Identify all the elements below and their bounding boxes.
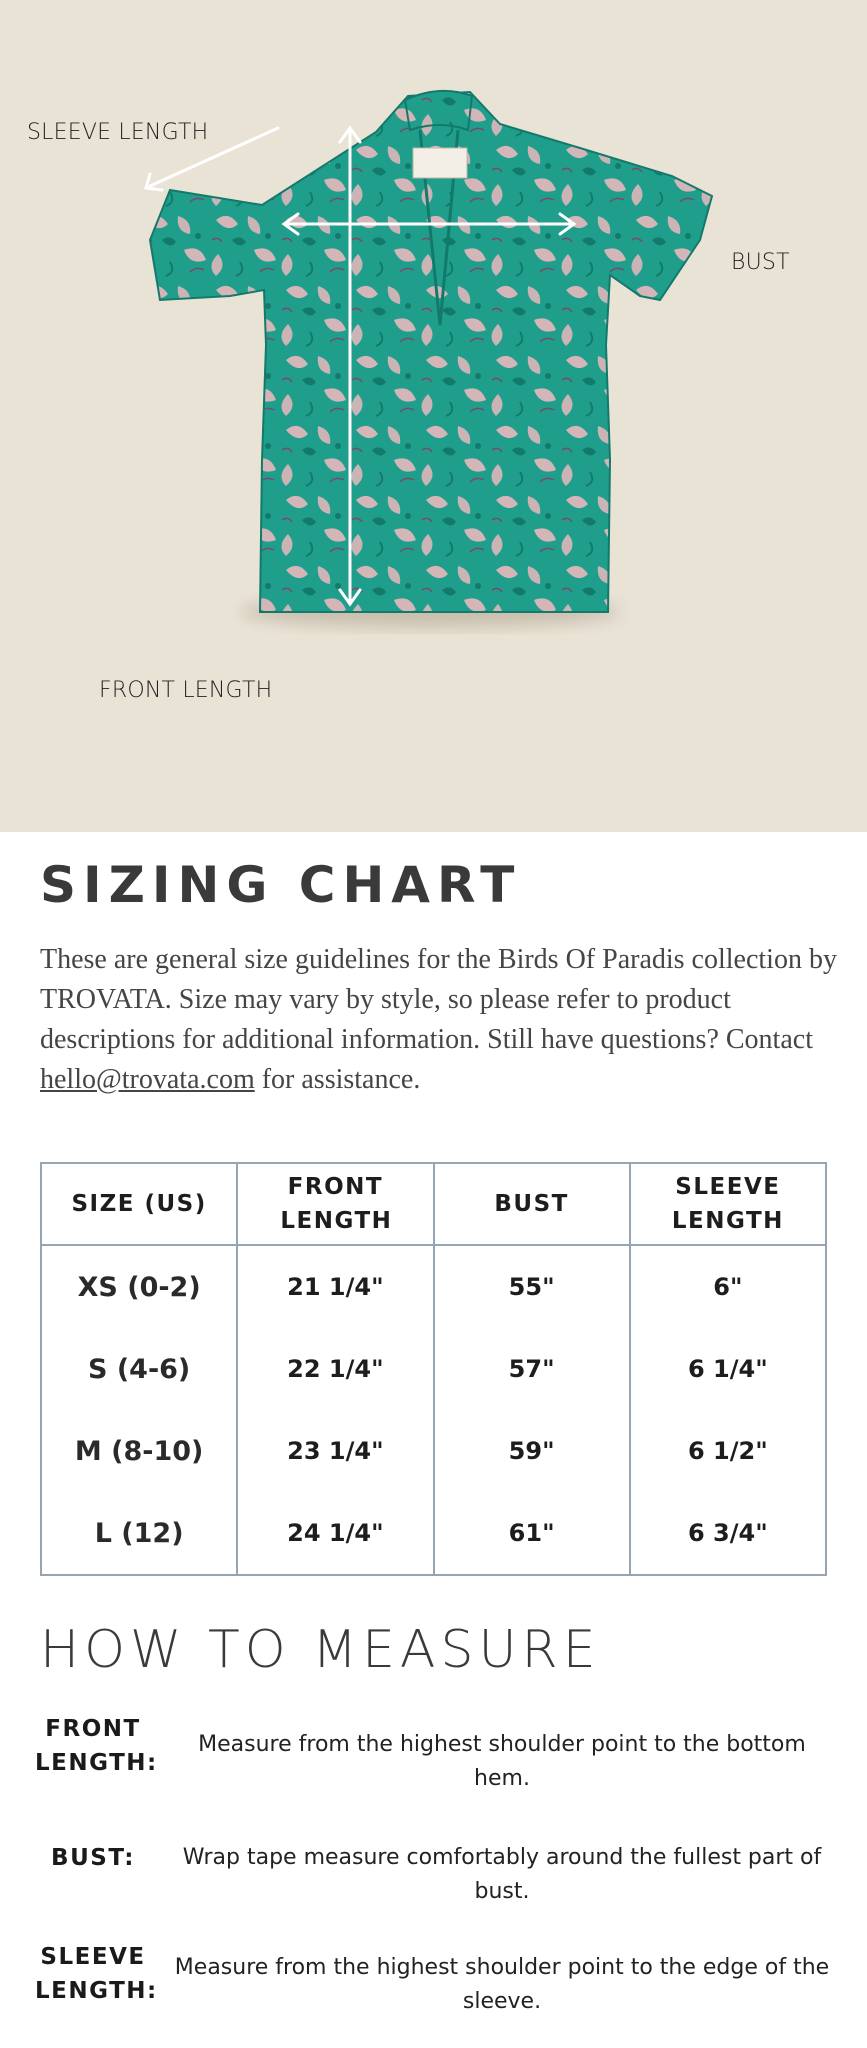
measure-desc-front-length: Measure from the highest shoulder point to the bottom hem.: [198, 1732, 806, 1791]
size-cell: M (8-10): [41, 1410, 237, 1492]
size-cell: S (4-6): [41, 1328, 237, 1410]
measure-desc-sleeve-length: Measure from the highest shoulder point to the edge of the sleeve.: [174, 1955, 830, 2014]
intro-suffix: for assistance.: [254, 1064, 421, 1095]
intro-text: These are general size guidelines for the Birds Of Paradis collection by TROVATA. Size may vary by style, so please refer to product descriptions for additional information. Still have questions? Contact: [40, 944, 837, 1055]
bust-cell: 55": [434, 1245, 630, 1328]
sleeve-length-cell: 6 3/4": [630, 1492, 826, 1575]
column-header-front-length: [237, 1163, 433, 1245]
front-length-cell: 22 1/4": [237, 1328, 433, 1410]
garment-hero: [0, 0, 867, 832]
front-length-cell: 23 1/4": [237, 1410, 433, 1492]
ruffle-collar: [405, 91, 472, 130]
how-to-measure-title: HOW TO MEASURE: [40, 1620, 601, 1680]
table-row: [41, 1410, 826, 1492]
bust-cell: 59": [434, 1410, 630, 1492]
measure-term-sleeve-length: [20, 1940, 166, 2008]
sleeve-length-header-text: SLEEVE LENGTH: [671, 1174, 784, 1234]
size-table: [40, 1162, 827, 1576]
column-header-sleeve-length: [630, 1163, 826, 1245]
column-header-bust: BUST: [434, 1163, 630, 1245]
measure-desc-bust: Wrap tape measure comfortably around the fullest part of bust.: [182, 1845, 822, 1904]
measure-term-text: SLEEVE LENGTH:: [35, 1944, 158, 2004]
sleeve-length-cell: 6 1/4": [630, 1328, 826, 1410]
size-cell: L (12): [41, 1492, 237, 1575]
table-row: [41, 1245, 826, 1328]
front-length-header-text: FRONT LENGTH: [280, 1174, 393, 1234]
bust-label: BUST: [731, 250, 790, 275]
sizing-chart-title: SIZING CHART: [40, 856, 522, 914]
contact-email-link[interactable]: hello@trovata.com: [40, 1064, 255, 1095]
column-header-size: SIZE (US): [41, 1163, 237, 1245]
bust-cell: 57": [434, 1328, 630, 1410]
table-row: [41, 1328, 826, 1410]
brand-tag: [413, 148, 467, 178]
front-length-label: FRONT LENGTH: [99, 678, 273, 703]
sleeve-length-cell: 6 1/2": [630, 1410, 826, 1492]
front-length-cell: 24 1/4": [237, 1492, 433, 1575]
measure-term-front-length: [20, 1712, 166, 1780]
size-cell: XS (0-2): [41, 1245, 237, 1328]
front-length-cell: 21 1/4": [237, 1245, 433, 1328]
measure-term-bust: BUST:: [51, 1845, 135, 1871]
sizing-intro: [40, 940, 840, 1100]
table-header-row: [41, 1163, 826, 1245]
sleeve-length-cell: 6": [630, 1245, 826, 1328]
measure-term-text: FRONT LENGTH:: [35, 1716, 158, 1776]
bust-cell: 61": [434, 1492, 630, 1575]
table-row: [41, 1492, 826, 1575]
sleeve-length-label: SLEEVE LENGTH: [27, 120, 209, 145]
